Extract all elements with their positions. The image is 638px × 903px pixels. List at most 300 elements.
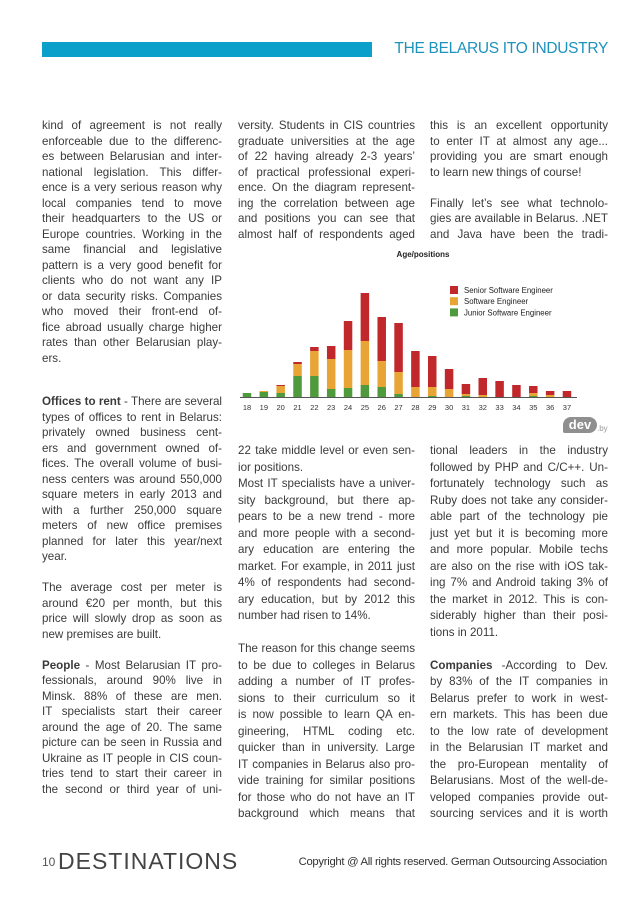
line-text: ers and government owned of- — [42, 441, 222, 455]
text-line — [430, 608, 608, 625]
bar-segment-junior-software-engineer — [260, 392, 269, 397]
text-line — [238, 707, 415, 724]
text-line — [42, 351, 222, 367]
line-text: the market in 2012. This is con- — [430, 592, 608, 606]
x-tick-label: 24 — [343, 403, 353, 412]
line-text: IT companies in Belarus also pro- — [238, 757, 415, 771]
paragraph — [238, 118, 415, 242]
text-line — [430, 134, 608, 150]
line-text: The average cost per meter is — [42, 581, 222, 594]
line-text: quicker than in university. Large — [238, 741, 415, 754]
line-text: around the age of 20. The same — [42, 720, 222, 734]
line-text: ing the correlation between age — [238, 196, 415, 210]
text-line — [430, 559, 608, 576]
text-line — [238, 740, 415, 757]
bar-segment-software-engineer — [327, 359, 336, 389]
text-line — [238, 526, 415, 543]
text-line — [42, 658, 222, 674]
text-line — [42, 627, 222, 643]
paragraph — [430, 118, 608, 180]
paragraph — [238, 443, 415, 476]
text-line — [238, 180, 415, 196]
text-line — [430, 476, 608, 493]
bar-segment-junior-software-engineer — [344, 388, 353, 397]
dev-by-logo — [563, 417, 613, 437]
bar-segment-software-engineer — [428, 387, 437, 396]
line-text: to be due to colleges in Belarus — [238, 658, 415, 672]
bar-segment-senior-software-engineer — [310, 347, 319, 351]
line-text: the second or third year of uni- — [42, 782, 222, 796]
line-text: of practical professional experi- — [238, 165, 415, 179]
bar-segment-senior-software-engineer — [293, 362, 302, 364]
line-text: to the low rate of development — [430, 724, 608, 738]
copyright-text: Copyright @ All rights reserved. German Outsourcing Association — [298, 856, 607, 868]
line-text: are also on the rise with iOS tak- — [430, 559, 608, 573]
text-line — [430, 674, 608, 691]
text-line — [42, 227, 222, 243]
line-text: by 83% of the IT companies in — [430, 675, 608, 688]
text-line — [430, 526, 608, 543]
text-line — [238, 773, 415, 790]
paragraph — [42, 580, 222, 642]
line-text: and positions you can see that — [238, 212, 415, 225]
line-text: able part of the technology pie — [430, 510, 608, 523]
line-text: planned for later this year/next — [42, 534, 222, 548]
line-text: IT specialists start their career — [42, 705, 222, 718]
line-text: -According to Dev. — [492, 658, 608, 672]
line-text: kind of agreement is not really — [42, 119, 222, 132]
line-text: ers. — [42, 351, 62, 365]
text-line — [42, 456, 222, 472]
line-text: ence. On the diagram represent- — [238, 181, 415, 194]
line-text: and more people with a second- — [238, 526, 415, 540]
text-line — [238, 211, 415, 227]
line-text: tions in 2011. — [430, 625, 499, 639]
bar-segment-software-engineer — [361, 341, 370, 385]
text-line — [430, 165, 608, 181]
bar-segment-software-engineer — [394, 372, 403, 394]
text-line — [42, 689, 222, 705]
line-text: and Java have been the tradi- — [430, 227, 608, 241]
line-text: 4% of respondents had second- — [238, 576, 415, 589]
paragraph — [238, 641, 415, 823]
line-text: around €20 per month, but this — [42, 596, 222, 610]
x-tick-label: 21 — [293, 403, 302, 412]
line-text: Ukraine as IT people in CIS coun- — [42, 751, 222, 765]
bar-segment-junior-software-engineer — [293, 376, 302, 397]
bar-segment-junior-software-engineer — [394, 394, 403, 397]
text-line — [238, 608, 415, 625]
text-line — [430, 493, 608, 510]
bar-segment-software-engineer — [260, 391, 269, 392]
bar-segment-senior-software-engineer — [529, 386, 538, 393]
line-text: es between Belarusian and inter- — [42, 150, 222, 163]
text-line — [238, 641, 415, 658]
bar-segment-junior-software-engineer — [243, 393, 252, 397]
bar-segment-senior-software-engineer — [394, 323, 403, 372]
text-line — [238, 691, 415, 708]
x-tick-label: 34 — [512, 403, 521, 412]
line-text: fortunately technology such as — [430, 477, 608, 490]
column-1-top-text — [42, 118, 222, 366]
paragraph — [42, 658, 222, 798]
x-tick-label: 32 — [478, 403, 487, 412]
text-line — [238, 542, 415, 559]
text-line — [42, 335, 222, 351]
text-line — [42, 149, 222, 165]
text-line — [42, 289, 222, 305]
line-text: with a further 250,000 square — [42, 503, 222, 517]
legend-swatch — [450, 308, 458, 316]
line-text: pattern is a very good benefit for — [42, 258, 222, 272]
chart-title: Age/positions — [396, 250, 450, 259]
text-line — [42, 518, 222, 534]
text-line — [42, 211, 222, 227]
bar-segment-junior-software-engineer — [310, 376, 319, 397]
bar-segment-senior-software-engineer — [428, 356, 437, 387]
line-text: clients who do not want any IP — [42, 274, 222, 287]
text-line — [238, 658, 415, 675]
bar-segment-senior-software-engineer — [495, 381, 504, 397]
line-text: fices. The overall volume of busi- — [42, 457, 222, 470]
text-line — [42, 410, 222, 426]
text-line — [238, 790, 415, 807]
line-text: rates than other Belarusian play- — [42, 336, 222, 349]
bar-segment-junior-software-engineer — [462, 396, 471, 397]
paragraph — [42, 118, 222, 366]
text-line — [42, 487, 222, 503]
text-line — [42, 441, 222, 457]
legend-label: Software Engineer — [464, 297, 529, 307]
text-line — [238, 493, 415, 510]
line-text: in the Belarusian IT market and — [430, 741, 608, 754]
text-line — [238, 806, 415, 823]
text-line — [42, 782, 222, 798]
line-text: graduate universities at the age — [238, 134, 415, 148]
text-line — [42, 751, 222, 767]
line-text: Europe countries. Working in the — [42, 227, 222, 241]
line-text: is now possible to learn QA en- — [238, 708, 415, 721]
text-line — [42, 611, 222, 627]
line-text: who moved their front-end of- — [42, 305, 222, 318]
paragraph-heading: Offices to rent — [42, 395, 121, 408]
line-text: Belarus prefer to work in west- — [430, 691, 608, 705]
line-text: almost half of respondents aged — [238, 227, 415, 241]
line-text: sity background, but there ap- — [238, 493, 415, 507]
x-tick-label: 35 — [529, 403, 538, 412]
text-line — [42, 394, 222, 410]
line-text: - There are several — [120, 395, 223, 408]
bar-segment-software-engineer — [310, 351, 319, 376]
bar-segment-software-engineer — [411, 387, 420, 397]
line-text: number had risen to 14%. — [238, 609, 371, 622]
paragraph — [430, 658, 608, 823]
bar-segment-senior-software-engineer — [327, 346, 336, 359]
text-line — [430, 757, 608, 774]
bar-segment-software-engineer — [546, 395, 555, 397]
line-text: privately owned business cent- — [42, 426, 222, 439]
destinations-logo: DESTINATIONS — [58, 848, 239, 874]
bar-segment-software-engineer — [529, 393, 538, 396]
line-text: gineering, HTML coding etc. — [238, 724, 415, 738]
x-tick-label: 29 — [428, 403, 437, 412]
bar-segment-software-engineer — [293, 364, 302, 376]
paragraph — [238, 476, 415, 625]
bar-segment-senior-software-engineer — [361, 293, 370, 341]
bar-segment-senior-software-engineer — [546, 391, 555, 395]
text-line — [430, 806, 608, 823]
x-tick-label: 36 — [545, 403, 555, 412]
line-text: providing you are smart enough — [430, 150, 608, 163]
text-line — [238, 149, 415, 165]
text-line — [430, 227, 608, 243]
line-text: their headquarters to the US or — [42, 212, 222, 225]
bar-segment-senior-software-engineer — [462, 384, 471, 394]
line-text: background which means that — [238, 807, 415, 820]
line-text: ern markets. This has been due — [430, 708, 608, 721]
line-text: ence is a very serious reason why — [42, 181, 222, 194]
text-line — [238, 476, 415, 493]
paragraph-heading: Companies — [430, 658, 493, 672]
line-text: followed by PHP and C/C++. Un- — [430, 460, 608, 474]
line-text: for those who do not have an IT — [238, 790, 415, 804]
text-line — [238, 227, 415, 243]
line-text: pears to be a new trend - more — [238, 510, 415, 523]
legend-swatch — [450, 286, 458, 294]
line-text: gies are available in Belarus. .NET — [430, 212, 608, 225]
line-text: fice abroad usually charge higher — [42, 320, 222, 334]
column-3-bottom-text — [430, 443, 608, 823]
column-2-bottom-text — [238, 443, 415, 823]
text-line — [430, 542, 608, 559]
x-tick-label: 30 — [444, 403, 454, 412]
text-line — [238, 165, 415, 181]
text-line — [238, 575, 415, 592]
text-line — [42, 320, 222, 336]
x-tick-label: 23 — [327, 403, 336, 412]
text-line — [430, 707, 608, 724]
line-text: adding a number of IT profes- — [238, 675, 415, 688]
bar-segment-software-engineer — [462, 394, 471, 396]
bar-segment-junior-software-engineer — [361, 385, 370, 397]
line-text: new premises are built. — [42, 627, 162, 641]
text-line — [430, 118, 608, 134]
text-line — [42, 472, 222, 488]
line-text: The reason for this change seems — [238, 642, 415, 655]
text-line — [42, 704, 222, 720]
column-2-top-text — [238, 118, 415, 242]
text-line — [238, 509, 415, 526]
dev-logo-suffix: .by — [597, 424, 608, 433]
bar-segment-senior-software-engineer — [512, 385, 521, 397]
line-text: market. For example, in 2011 just — [238, 559, 415, 573]
text-line — [42, 503, 222, 519]
text-line — [430, 509, 608, 526]
text-line — [430, 724, 608, 741]
text-line — [430, 625, 608, 642]
line-text: veloped companies provide out- — [430, 790, 608, 804]
bar-segment-junior-software-engineer — [327, 389, 336, 397]
line-text: Belarusians. Most of the well-de- — [430, 774, 608, 787]
text-line — [42, 134, 222, 150]
line-text: square meters in early 2013 and — [42, 488, 222, 501]
text-line — [430, 575, 608, 592]
page-number: 10 — [42, 855, 56, 869]
line-text: the pro-European mentality of — [430, 757, 608, 771]
bar-segment-senior-software-engineer — [276, 385, 285, 386]
text-line — [238, 559, 415, 576]
paragraph — [42, 394, 222, 565]
x-tick-label: 18 — [242, 403, 252, 412]
text-line — [42, 304, 222, 320]
line-text: tional leaders in the industry — [430, 444, 608, 457]
bar-segment-junior-software-engineer — [529, 396, 538, 397]
bar-segment-senior-software-engineer — [445, 369, 454, 389]
bar-segment-senior-software-engineer — [344, 321, 353, 350]
x-tick-label: 27 — [394, 403, 403, 412]
text-line — [430, 149, 608, 165]
line-text: Finally let’s see what technolo- — [430, 196, 608, 210]
line-text: ior positions. — [238, 460, 304, 474]
text-line — [42, 549, 222, 565]
line-text: - Most Belarusian IT pro- — [80, 658, 222, 672]
legend-label: Senior Software Engineer — [464, 286, 553, 295]
bar-segment-junior-software-engineer — [276, 393, 285, 397]
column-1-bottom-text — [42, 394, 222, 797]
line-text: fessionals, around 90% live in — [42, 674, 222, 687]
x-tick-label: 28 — [411, 403, 420, 412]
x-tick-label: 33 — [495, 403, 504, 412]
bar-segment-senior-software-engineer — [377, 317, 386, 361]
text-line — [42, 425, 222, 441]
bar-segment-software-engineer — [479, 395, 488, 397]
text-line — [430, 790, 608, 807]
line-text: of 22 having already 2-3 years’ — [238, 150, 415, 163]
text-line — [42, 165, 222, 181]
line-text: 22 take middle level or even sen- — [238, 444, 415, 457]
line-text: local companies tend to move — [42, 196, 222, 210]
line-text: siderably higher than their posi- — [430, 609, 608, 622]
text-line — [238, 134, 415, 150]
text-line — [238, 757, 415, 774]
x-tick-label: 22 — [310, 403, 319, 412]
dev-logo-mark: dev — [563, 417, 597, 433]
text-line — [430, 773, 608, 790]
text-line — [430, 460, 608, 477]
line-text: ing 7% and Android taking 3% of — [430, 576, 608, 589]
text-line — [42, 273, 222, 289]
text-line — [42, 534, 222, 550]
text-line — [430, 443, 608, 460]
line-text: or data security risks. Companies — [42, 289, 222, 303]
text-line — [430, 658, 608, 675]
line-text: Most IT specialists have a univer- — [238, 477, 415, 490]
line-text: vide training for similar positions — [238, 774, 415, 787]
text-line — [42, 242, 222, 258]
bar-segment-software-engineer — [344, 350, 353, 388]
bar-segment-senior-software-engineer — [479, 378, 488, 395]
line-text: enforceable due to the differenc- — [42, 134, 222, 148]
line-text: to learn new things of course! — [430, 165, 582, 179]
x-tick-label: 37 — [562, 403, 572, 412]
bar-segment-junior-software-engineer — [377, 387, 386, 397]
line-text: picture can be seen in Russia and — [42, 736, 222, 749]
text-line — [238, 724, 415, 741]
line-text: ary education are entering the — [238, 543, 415, 556]
text-line — [238, 443, 415, 460]
line-text: Minsk. 88% of these are men. — [42, 689, 222, 703]
line-text: national legislation. This differ- — [42, 165, 222, 179]
line-text: meters of new office premises — [42, 519, 222, 532]
text-line — [238, 674, 415, 691]
line-text: and more popular. Mobile techs — [430, 543, 608, 556]
text-line — [42, 596, 222, 612]
line-text: types of offices to rent in Belarus: — [42, 410, 222, 424]
line-text: to enter IT at almost any age... — [430, 134, 608, 148]
text-line — [430, 691, 608, 708]
bar-segment-software-engineer — [445, 389, 454, 397]
text-line — [42, 196, 222, 212]
paragraph-heading: People — [42, 658, 81, 672]
column-3-top-text — [430, 118, 608, 242]
line-text: ness centers was around 550,000 — [42, 472, 222, 486]
bar-segment-senior-software-engineer — [411, 351, 420, 387]
text-line — [42, 673, 222, 689]
bar-segment-software-engineer — [377, 361, 386, 387]
text-line — [42, 720, 222, 736]
line-text: tries tend to start their career in — [42, 767, 222, 780]
line-text: same financial and legislative — [42, 243, 222, 256]
section-title: THE BELARUS ITO INDUSTRY — [394, 40, 608, 57]
legend-swatch — [450, 297, 458, 305]
text-line — [238, 196, 415, 212]
paragraph — [430, 196, 608, 243]
x-tick-label: 26 — [377, 403, 386, 412]
paragraph — [430, 443, 608, 641]
x-tick-label: 25 — [360, 403, 370, 412]
x-tick-label: 19 — [259, 403, 269, 412]
line-text: Ruby does not take any consider- — [430, 493, 608, 507]
text-line — [42, 118, 222, 134]
header-accent-bar — [42, 42, 372, 57]
age-positions-chart — [232, 243, 617, 418]
text-line — [238, 592, 415, 609]
text-line — [430, 211, 608, 227]
text-line — [430, 196, 608, 212]
line-text: versity. Students in CIS countries — [238, 119, 415, 132]
line-text: price will slowly drop as soon as — [42, 612, 222, 625]
text-line — [42, 258, 222, 274]
line-text: this is an excellent opportunity — [430, 119, 608, 132]
bar-segment-software-engineer — [276, 386, 285, 393]
text-line — [238, 118, 415, 134]
legend-label: Junior Software Engineer — [464, 308, 552, 318]
line-text: sourcing services and it is worth — [430, 807, 608, 820]
line-text: year. — [42, 550, 68, 563]
text-line — [42, 580, 222, 596]
x-tick-label: 20 — [276, 403, 285, 412]
text-line — [238, 460, 415, 477]
line-text: just yet but it is becoming more — [430, 526, 608, 540]
line-text: ary education, but by 2012 this — [238, 592, 415, 606]
text-line — [42, 180, 222, 196]
line-text: sions to their curriculum so it — [238, 691, 415, 705]
bar-segment-senior-software-engineer — [563, 391, 572, 397]
text-line — [430, 740, 608, 757]
text-line — [430, 592, 608, 609]
text-line — [42, 735, 222, 751]
bar-segment-junior-software-engineer — [428, 396, 437, 397]
